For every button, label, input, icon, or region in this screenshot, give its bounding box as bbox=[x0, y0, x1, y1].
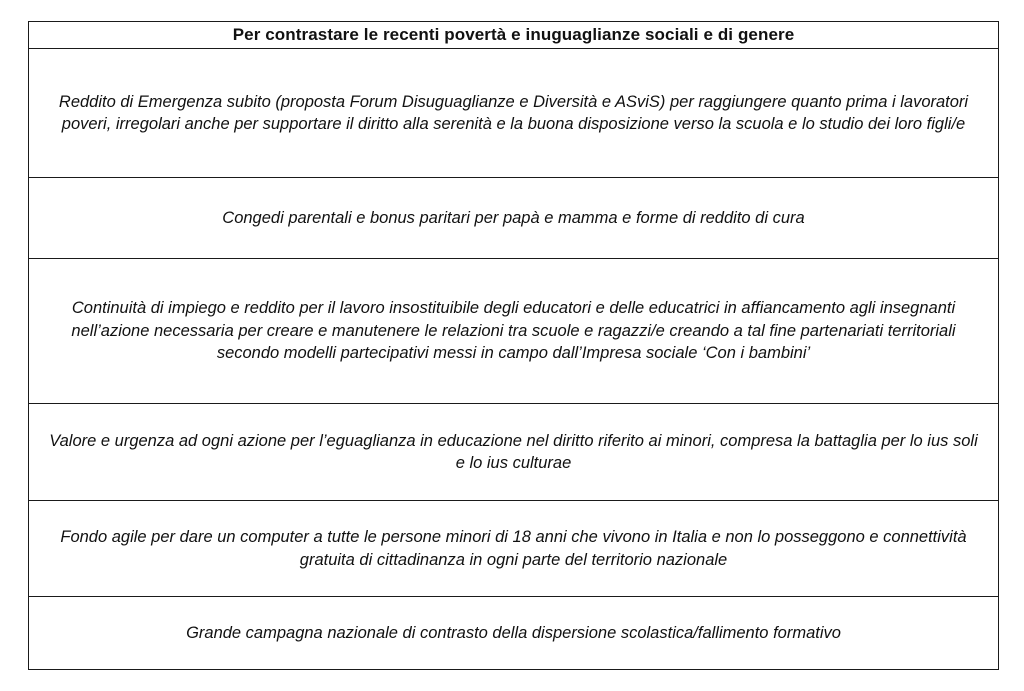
row-text: Fondo agile per dare un computer a tutte le persone minori di 18 anni che vivono in Italia e non lo posseggono e connettività gratuita di cittadinanza in ogni parte del territorio nazionale bbox=[60, 528, 967, 569]
table-header-text: Per contrastare le recenti povertà e inuguaglianze sociali e di genere bbox=[232, 25, 795, 44]
table-row bbox=[29, 501, 998, 597]
table-header bbox=[29, 22, 998, 49]
table-row bbox=[29, 178, 998, 259]
row-text: Reddito di Emergenza subito (proposta Forum Disuguaglianze e Diversità e ASviS) per raggiungere quanto prima i lavoratori poveri, irregolari anche per supportare il diritto alla serenità e la buona disposizione verso la scuola e lo studio dei loro figli/e bbox=[58, 92, 969, 133]
table-row bbox=[29, 259, 998, 404]
row-text: Grande campagna nazionale di contrasto della dispersione scolastica/fallimento formativo bbox=[186, 623, 841, 642]
table-row bbox=[29, 597, 998, 669]
table-row bbox=[29, 49, 998, 178]
row-text: Congedi parentali e bonus paritari per papà e mamma e forme di reddito di cura bbox=[222, 208, 805, 227]
row-text: Valore e urgenza ad ogni azione per l’eguaglianza in educazione nel diritto riferito ai minori, compresa la battaglia per lo ius soli e lo ius culturae bbox=[49, 431, 978, 472]
table-row bbox=[29, 404, 998, 501]
row-text: Continuità di impiego e reddito per il lavoro insostituibile degli educatori e delle educatrici in affiancamento agli insegnanti nell’azione necessaria per creare e manutenere le relazioni tra scuole e ragazzi/e creando a tal fine partenariati territoriali secondo modelli partecipativi messi in campo dall’Impresa sociale ‘Con i bambini’ bbox=[71, 299, 956, 363]
proposals-table bbox=[28, 21, 999, 670]
